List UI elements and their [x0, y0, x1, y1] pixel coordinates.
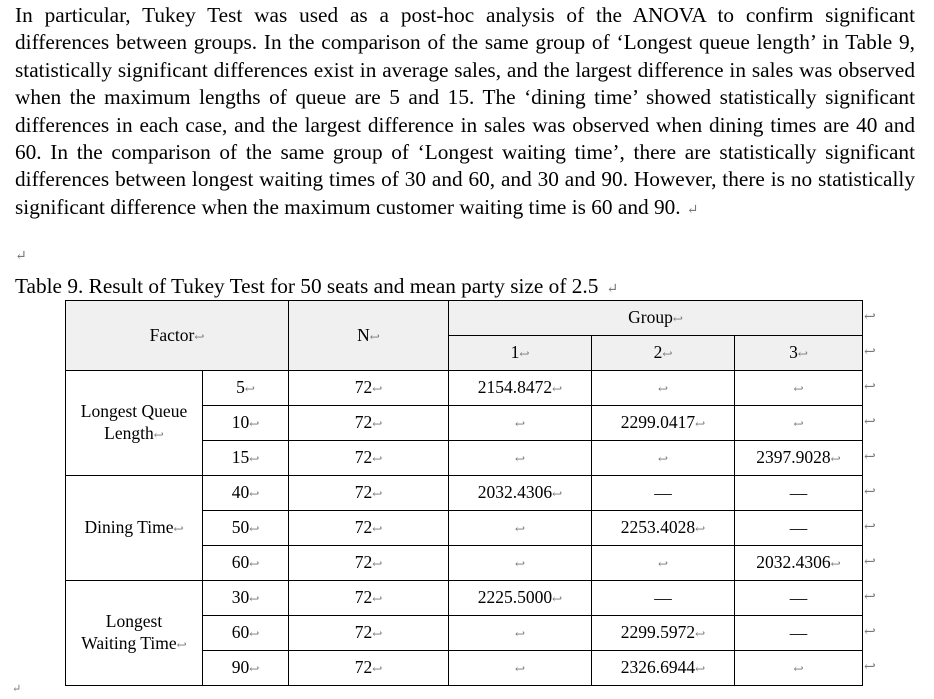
caption-text: Table 9. Result of Tukey Test for 50 seats and mean party size of 2.5: [15, 274, 599, 298]
table-row: [66, 371, 863, 406]
row-end-mark-icon: ↩: [864, 485, 876, 500]
header-n: N↩: [289, 301, 449, 371]
cell-g2: 2253.4028↩: [592, 511, 735, 546]
row-end-mark-icon: ↩: [864, 345, 876, 360]
cell-g2: ↩: [592, 371, 735, 406]
cell-g1: ↩: [449, 511, 592, 546]
cell-g1: ↩: [449, 651, 592, 686]
cell-g1: ↩: [449, 406, 592, 441]
caption-mark-icon: ↵: [606, 282, 619, 297]
cell-g1: ↩: [449, 616, 592, 651]
cell-level: 10↩: [203, 406, 289, 441]
factor-name-cell: Longest Waiting Time↩: [66, 581, 203, 686]
cell-level: 30↩: [203, 581, 289, 616]
table-caption: [15, 273, 618, 303]
cell-n: 72↩: [289, 441, 449, 476]
cell-level: 15↩: [203, 441, 289, 476]
cell-g3: ↩: [735, 651, 863, 686]
table-body: [66, 371, 863, 686]
tukey-table: [65, 300, 863, 686]
row-end-mark-icon: ↩: [864, 555, 876, 570]
cell-g2: 2299.0417↩: [592, 406, 735, 441]
cell-g2: 2299.5972↩: [592, 616, 735, 651]
cell-g3: —: [735, 616, 863, 651]
cell-n: 72↩: [289, 476, 449, 511]
row-end-mark-icon: ↩: [864, 520, 876, 535]
row-end-mark-icon: ↩: [864, 415, 876, 430]
table-row: [66, 476, 863, 511]
header-group: Group↩: [449, 301, 863, 336]
row-end-mark-icon: ↩: [864, 590, 876, 605]
table-header-row-1: [66, 301, 863, 336]
cell-g3: ↩: [735, 371, 863, 406]
row-end-mark-icon: ↩: [864, 310, 876, 325]
cell-level: 90↩: [203, 651, 289, 686]
cell-g2: 2326.6944↩: [592, 651, 735, 686]
cell-level: 60↩: [203, 616, 289, 651]
cell-level: 50↩: [203, 511, 289, 546]
paragraph-mark-icon: ↵: [686, 202, 699, 218]
cell-n: 72↩: [289, 406, 449, 441]
cell-g2: ↩: [592, 441, 735, 476]
cell-n: 72↩: [289, 581, 449, 616]
empty-paragraph-mark-icon: ↵: [15, 249, 27, 264]
paragraph-text: In particular, Tukey Test was used as a post-hoc analysis of the ANOVA to confirm significant differences between groups. In the comparison of the same group of ‘Longest queue length’ in Table 9, statistically significant differences exist in average sales, and the largest difference in sales was observed when the maximum lengths of queue are 5 and 15. The ‘dining time’ showed statistically significant differences in each case, and the largest difference in sales was observed when dining times are 40 and 60. In the comparison of the same group of ‘Longest waiting time’, there are statistically significant differences between longest waiting times of 30 and 60, and 30 and 90. However, there is no statistically significant difference when the maximum customer waiting time is 60 and 90.: [15, 3, 915, 219]
factor-name-cell: Longest Queue Length↩: [66, 371, 203, 476]
document-end-mark-icon: ↵: [12, 683, 22, 695]
cell-g1: 2032.4306↩: [449, 476, 592, 511]
cell-g3: —: [735, 581, 863, 616]
cell-n: 72↩: [289, 651, 449, 686]
cell-g1: ↩: [449, 441, 592, 476]
cell-g3: 2032.4306↩: [735, 546, 863, 581]
cell-g1: 2225.5000↩: [449, 581, 592, 616]
cell-level: 60↩: [203, 546, 289, 581]
cell-g1: ↩: [449, 546, 592, 581]
cell-n: 72↩: [289, 546, 449, 581]
row-end-mark-icon: ↩: [864, 660, 876, 675]
factor-name-cell: Dining Time↩: [66, 476, 203, 581]
cell-n: 72↩: [289, 616, 449, 651]
header-group-1: 1↩: [449, 336, 592, 371]
cell-g3: 2397.9028↩: [735, 441, 863, 476]
cell-g2: ↩: [592, 546, 735, 581]
cell-g3: —: [735, 476, 863, 511]
row-end-mark-icon: ↩: [864, 625, 876, 640]
body-paragraph: [15, 2, 915, 224]
row-end-mark-icon: ↩: [864, 450, 876, 465]
cell-n: 72↩: [289, 371, 449, 406]
cell-g3: —: [735, 511, 863, 546]
cell-g3: ↩: [735, 406, 863, 441]
cell-level: 5↩: [203, 371, 289, 406]
cell-g2: —: [592, 581, 735, 616]
table-row: [66, 581, 863, 616]
header-group-3: 3↩: [735, 336, 863, 371]
cell-g1: 2154.8472↩: [449, 371, 592, 406]
cell-n: 72↩: [289, 511, 449, 546]
cell-g2: —: [592, 476, 735, 511]
header-factor: Factor↩: [66, 301, 289, 371]
header-group-2: 2↩: [592, 336, 735, 371]
row-end-mark-icon: ↩: [864, 380, 876, 395]
cell-level: 40↩: [203, 476, 289, 511]
